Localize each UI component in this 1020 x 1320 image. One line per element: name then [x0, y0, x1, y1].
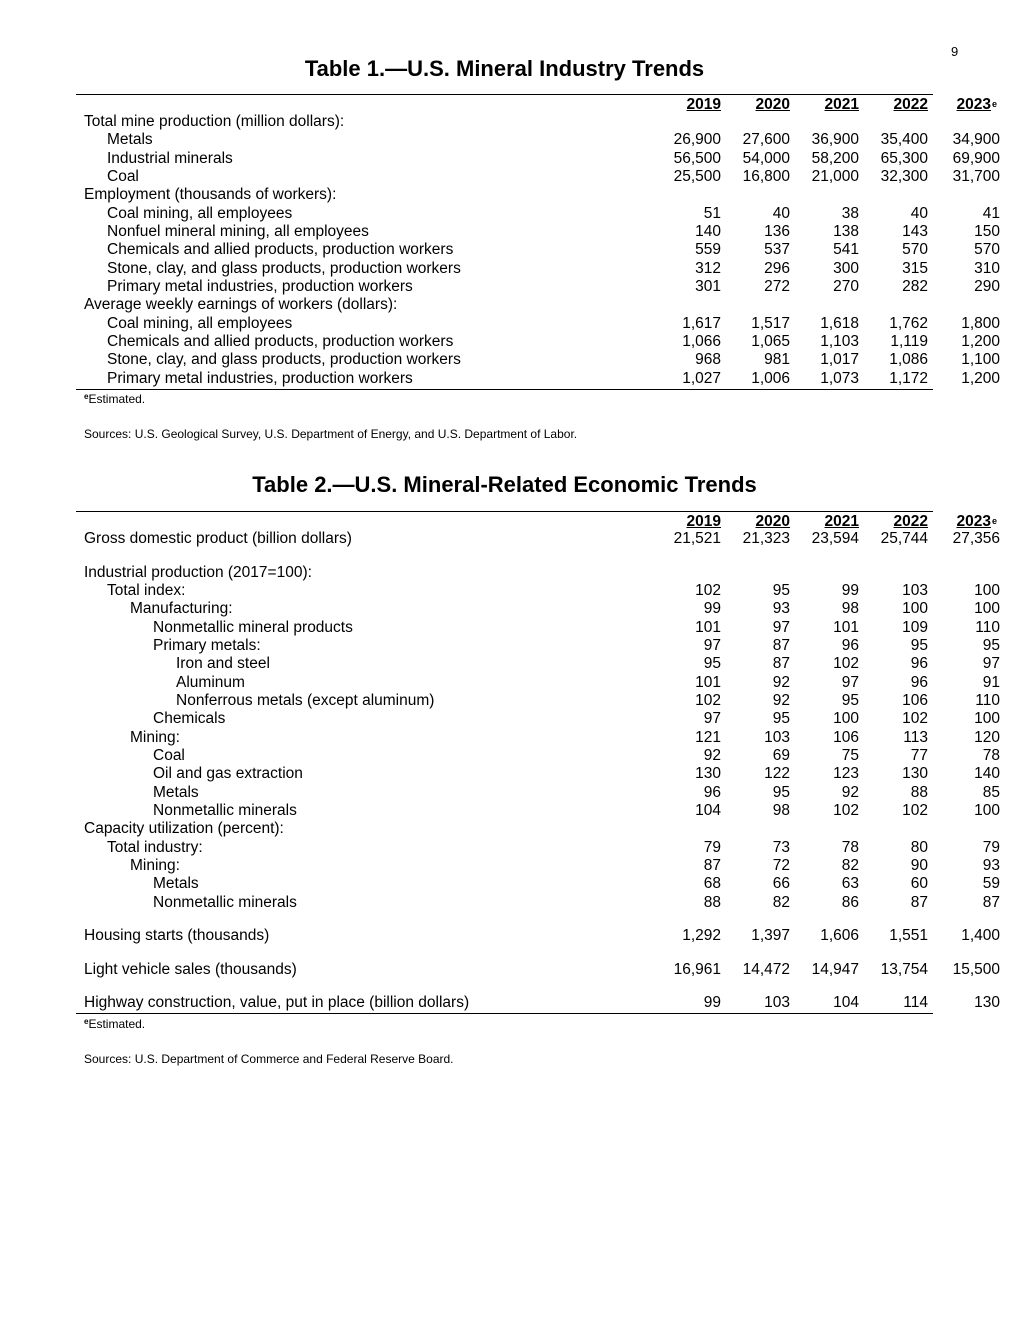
row-label: Total mine production (million dollars): — [84, 113, 345, 130]
row-value: 290 — [974, 278, 1000, 295]
table-row — [76, 150, 1000, 168]
table-row — [76, 961, 1000, 979]
row-value: 97 — [982, 655, 1000, 672]
row-value: 1,086 — [889, 351, 928, 368]
row-value: 41 — [982, 205, 1000, 222]
table2-year-header: 2019 — [686, 513, 721, 530]
table-row — [76, 729, 1000, 747]
row-value: 99 — [841, 582, 859, 599]
table-row — [76, 875, 1000, 893]
row-value: 1,066 — [682, 333, 721, 350]
row-value: 95 — [772, 784, 790, 801]
table2-top-rule — [76, 511, 933, 512]
row-value: 100 — [902, 600, 928, 617]
row-value: 106 — [902, 692, 928, 709]
row-label: Metals — [153, 784, 199, 801]
table1-year-header: 2022 — [893, 96, 928, 113]
row-value: 93 — [772, 600, 790, 617]
row-value: 1,073 — [820, 370, 859, 387]
row-value: 95 — [772, 582, 790, 599]
row-value: 59 — [982, 875, 1000, 892]
table1-header-row — [76, 96, 997, 114]
table-row — [76, 113, 933, 131]
table-row — [76, 894, 1000, 912]
row-value: 87 — [910, 894, 928, 911]
row-value: 96 — [841, 637, 859, 654]
row-value: 1,400 — [961, 927, 1000, 944]
row-value: 100 — [833, 710, 859, 727]
row-label: Chemicals and allied products, production workers — [107, 333, 454, 350]
row-value: 121 — [695, 729, 721, 746]
table-row — [76, 927, 1000, 945]
row-value: 1,200 — [961, 333, 1000, 350]
estimated-mark: e — [991, 516, 997, 526]
row-value: 68 — [703, 875, 721, 892]
row-value: 88 — [703, 894, 721, 911]
row-label: Metals — [153, 875, 199, 892]
table-row — [76, 655, 1000, 673]
row-value: 110 — [975, 692, 1000, 709]
row-value: 40 — [910, 205, 928, 222]
row-value: 140 — [695, 223, 721, 240]
row-value: 58,200 — [811, 150, 859, 167]
row-label: Stone, clay, and glass products, production workers — [107, 260, 461, 277]
row-label: Oil and gas extraction — [153, 765, 303, 782]
row-value: 95 — [703, 655, 721, 672]
table-row — [76, 351, 1000, 369]
row-value: 25,744 — [880, 530, 928, 547]
row-value: 1,200 — [961, 370, 1000, 387]
row-value: 296 — [764, 260, 790, 277]
row-value: 315 — [902, 260, 928, 277]
row-value: 1,119 — [890, 333, 928, 350]
table-row — [76, 168, 1000, 186]
row-value: 27,600 — [742, 131, 790, 148]
row-value: 35,400 — [880, 131, 928, 148]
row-value: 102 — [695, 582, 721, 599]
row-value: 100 — [974, 600, 1000, 617]
row-value: 97 — [841, 674, 859, 691]
table1-year-header: 2021 — [824, 96, 859, 113]
row-value: 79 — [703, 839, 721, 856]
row-value: 981 — [764, 351, 790, 368]
table-row — [76, 241, 1000, 259]
table-row — [76, 205, 1000, 223]
row-value: 312 — [695, 260, 721, 277]
row-value: 16,800 — [742, 168, 790, 185]
row-label: Industrial minerals — [107, 150, 233, 167]
table-row — [76, 370, 1000, 388]
row-value: 138 — [833, 223, 859, 240]
row-value: 95 — [910, 637, 928, 654]
row-value: 77 — [910, 747, 928, 764]
table-row — [76, 131, 1000, 149]
row-value: 104 — [695, 802, 721, 819]
row-value: 102 — [833, 802, 859, 819]
row-value: 559 — [695, 241, 721, 258]
row-value: 102 — [695, 692, 721, 709]
row-value: 36,900 — [811, 131, 859, 148]
row-value: 66 — [772, 875, 790, 892]
table1-bottom-rule — [76, 389, 933, 390]
row-value: 101 — [833, 619, 859, 636]
row-value: 65,300 — [880, 150, 928, 167]
row-label: Nonmetallic minerals — [153, 894, 297, 911]
row-value: 130 — [974, 994, 1000, 1011]
row-value: 51 — [703, 205, 721, 222]
table-row — [76, 710, 1000, 728]
row-label: Highway construction, value, put in place (billion dollars) — [84, 994, 470, 1011]
table1-year-header: 2020 — [755, 96, 790, 113]
row-value: 78 — [982, 747, 1000, 764]
row-value: 1,551 — [889, 927, 928, 944]
table1-title: Table 1.—U.S. Mineral Industry Trends — [304, 56, 705, 81]
table2-year-header: 2023e — [956, 513, 997, 530]
row-value: 100 — [974, 710, 1000, 727]
row-value: 95 — [772, 710, 790, 727]
row-value: 110 — [975, 619, 1000, 636]
row-value: 113 — [903, 729, 928, 746]
row-value: 96 — [910, 655, 928, 672]
row-value: 140 — [974, 765, 1000, 782]
row-value: 310 — [974, 260, 1000, 277]
row-label: Industrial production (2017=100): — [84, 564, 312, 581]
table-row — [76, 186, 933, 204]
row-label: Mining: — [130, 729, 180, 746]
row-value: 130 — [902, 765, 928, 782]
row-value: 122 — [764, 765, 790, 782]
row-value: 85 — [982, 784, 1000, 801]
table1-year-header: 2023e — [956, 96, 997, 113]
table-row — [76, 333, 1000, 351]
row-value: 130 — [695, 765, 721, 782]
row-value: 14,472 — [742, 961, 790, 978]
row-value: 96 — [910, 674, 928, 691]
row-value: 80 — [910, 839, 928, 856]
row-value: 87 — [982, 894, 1000, 911]
row-value: 101 — [695, 619, 721, 636]
table-row — [76, 674, 1000, 692]
row-label: Capacity utilization (percent): — [84, 820, 284, 837]
table-row — [76, 260, 1000, 278]
table-row — [76, 839, 1000, 857]
row-value: 92 — [772, 674, 790, 691]
row-value: 99 — [703, 600, 721, 617]
row-value: 102 — [833, 655, 859, 672]
row-label: Total industry: — [107, 839, 203, 856]
row-value: 103 — [902, 582, 928, 599]
row-label: Coal mining, all employees — [107, 315, 293, 332]
row-label: Nonmetallic minerals — [153, 802, 297, 819]
row-label: Primary metal industries, production workers — [107, 370, 413, 387]
table2-sources: Sources: U.S. Department of Commerce and Federal Reserve Board. — [84, 1052, 454, 1066]
row-value: 570 — [974, 241, 1000, 258]
table2-footnote: $^e$Estimated. — [84, 1017, 146, 1031]
row-value: 150 — [974, 223, 1000, 240]
row-value: 104 — [833, 994, 859, 1011]
row-value: 143 — [902, 223, 928, 240]
row-label: Average weekly earnings of workers (dollars): — [84, 296, 398, 313]
table-row — [76, 765, 1000, 783]
row-label: Primary metal industries, production workers — [107, 278, 413, 295]
row-label: Nonfuel mineral mining, all employees — [107, 223, 369, 240]
row-value: 26,900 — [673, 131, 721, 148]
row-value: 88 — [910, 784, 928, 801]
row-value: 282 — [902, 278, 928, 295]
table2-year-header: 2021 — [824, 513, 859, 530]
row-value: 1,100 — [961, 351, 1000, 368]
table-row — [76, 530, 1000, 548]
row-value: 270 — [833, 278, 859, 295]
row-value: 27,356 — [952, 530, 1000, 547]
row-value: 86 — [841, 894, 859, 911]
row-value: 69,900 — [952, 150, 1000, 167]
row-value: 114 — [903, 994, 928, 1011]
table2-bottom-rule — [76, 1013, 933, 1014]
table-row — [76, 692, 1000, 710]
row-value: 54,000 — [742, 150, 790, 167]
row-value: 100 — [974, 802, 1000, 819]
row-value: 73 — [772, 839, 790, 856]
row-label: Coal — [153, 747, 185, 764]
row-value: 79 — [982, 839, 1000, 856]
row-value: 1,617 — [682, 315, 721, 332]
row-value: 300 — [833, 260, 859, 277]
row-value: 13,754 — [880, 961, 928, 978]
row-value: 541 — [833, 241, 859, 258]
row-value: 102 — [902, 802, 928, 819]
row-value: 103 — [764, 994, 790, 1011]
row-value: 1,800 — [961, 315, 1000, 332]
table-row — [76, 747, 1000, 765]
row-label: Coal — [107, 168, 139, 185]
row-label: Chemicals and allied products, production workers — [107, 241, 454, 258]
row-label: Nonferrous metals (except aluminum) — [176, 692, 435, 709]
row-value: 120 — [974, 729, 1000, 746]
row-value: 272 — [764, 278, 790, 295]
row-value: 15,500 — [952, 961, 1000, 978]
row-label: Aluminum — [176, 674, 245, 691]
row-value: 63 — [841, 875, 859, 892]
row-value: 1,006 — [751, 370, 790, 387]
row-label: Primary metals: — [153, 637, 261, 654]
row-label: Stone, clay, and glass products, production workers — [107, 351, 461, 368]
row-value: 97 — [703, 710, 721, 727]
table1-sources: Sources: U.S. Geological Survey, U.S. Department of Energy, and U.S. Department of Labor. — [84, 427, 578, 441]
row-value: 96 — [703, 784, 721, 801]
table1-top-rule — [76, 94, 933, 95]
row-value: 21,521 — [673, 530, 721, 547]
table-row — [76, 784, 1000, 802]
row-value: 123 — [833, 765, 859, 782]
row-value: 56,500 — [673, 150, 721, 167]
row-value: 21,000 — [811, 168, 859, 185]
row-label: Housing starts (thousands) — [84, 927, 270, 944]
row-value: 100 — [974, 582, 1000, 599]
row-value: 99 — [703, 994, 721, 1011]
row-value: 92 — [772, 692, 790, 709]
table-row — [76, 315, 1000, 333]
row-value: 21,323 — [742, 530, 790, 547]
table1-year-header: 2019 — [686, 96, 721, 113]
table2-header-row — [76, 513, 997, 531]
row-value: 537 — [764, 241, 790, 258]
row-value: 95 — [982, 637, 1000, 654]
table2-title: Table 2.—U.S. Mineral-Related Economic Trends — [252, 472, 757, 497]
row-value: 1,017 — [820, 351, 859, 368]
row-label: Coal mining, all employees — [107, 205, 293, 222]
row-value: 301 — [695, 278, 721, 295]
row-label: Metals — [107, 131, 153, 148]
table-row — [76, 278, 1000, 296]
row-value: 1,618 — [820, 315, 859, 332]
row-value: 1,397 — [751, 927, 790, 944]
row-value: 87 — [772, 637, 790, 654]
row-value: 91 — [982, 674, 1000, 691]
row-value: 92 — [841, 784, 859, 801]
row-value: 98 — [772, 802, 790, 819]
row-value: 1,292 — [682, 927, 721, 944]
row-value: 78 — [841, 839, 859, 856]
estimated-mark: e — [991, 99, 997, 109]
row-value: 75 — [841, 747, 859, 764]
row-value: 1,065 — [751, 333, 790, 350]
row-value: 87 — [772, 655, 790, 672]
table-row — [76, 223, 1000, 241]
row-label: Light vehicle sales (thousands) — [84, 961, 297, 978]
table-row — [76, 820, 933, 838]
table-row — [76, 637, 1000, 655]
row-value: 97 — [703, 637, 721, 654]
row-value: 72 — [772, 857, 790, 874]
row-value: 1,103 — [820, 333, 859, 350]
row-value: 92 — [703, 747, 721, 764]
row-label: Mining: — [130, 857, 180, 874]
table-row — [76, 857, 1000, 875]
table-row — [76, 994, 1000, 1012]
row-value: 1,172 — [889, 370, 928, 387]
table2-year-header: 2020 — [755, 513, 790, 530]
row-value: 38 — [841, 205, 859, 222]
row-value: 25,500 — [673, 168, 721, 185]
row-value: 968 — [695, 351, 721, 368]
row-label: Total index: — [107, 582, 186, 599]
row-value: 40 — [772, 205, 790, 222]
row-value: 69 — [772, 747, 790, 764]
row-label: Chemicals — [153, 710, 226, 727]
table1-footnote: $^e$Estimated. — [84, 392, 146, 406]
row-value: 82 — [841, 857, 859, 874]
row-label: Manufacturing: — [130, 600, 233, 617]
row-value: 90 — [910, 857, 928, 874]
row-value: 31,700 — [952, 168, 1000, 185]
row-label: Iron and steel — [176, 655, 270, 672]
table-row — [76, 600, 1000, 618]
row-value: 136 — [764, 223, 790, 240]
row-value: 103 — [764, 729, 790, 746]
row-value: 109 — [902, 619, 928, 636]
table2-year-header: 2022 — [893, 513, 928, 530]
row-value: 98 — [841, 600, 859, 617]
row-value: 16,961 — [673, 961, 721, 978]
row-value: 97 — [772, 619, 790, 636]
row-value: 34,900 — [952, 131, 1000, 148]
row-value: 32,300 — [880, 168, 928, 185]
row-value: 14,947 — [811, 961, 859, 978]
row-value: 570 — [902, 241, 928, 258]
row-value: 101 — [695, 674, 721, 691]
row-label: Employment (thousands of workers): — [84, 186, 337, 203]
row-value: 102 — [902, 710, 928, 727]
row-value: 1,517 — [751, 315, 790, 332]
row-value: 82 — [772, 894, 790, 911]
row-label: Nonmetallic mineral products — [153, 619, 353, 636]
row-value: 1,606 — [820, 927, 859, 944]
table-row — [76, 296, 933, 314]
row-value: 95 — [841, 692, 859, 709]
table-row — [76, 802, 1000, 820]
row-value: 23,594 — [811, 530, 859, 547]
row-value: 1,762 — [889, 315, 928, 332]
row-value: 1,027 — [682, 370, 721, 387]
table-row — [76, 564, 933, 582]
row-label: Gross domestic product (billion dollars) — [84, 530, 352, 547]
row-value: 60 — [910, 875, 928, 892]
table-row — [76, 582, 1000, 600]
row-value: 93 — [982, 857, 1000, 874]
row-value: 87 — [703, 857, 721, 874]
row-value: 106 — [833, 729, 859, 746]
table-row — [76, 619, 1000, 637]
page-number: 9 — [951, 44, 959, 59]
